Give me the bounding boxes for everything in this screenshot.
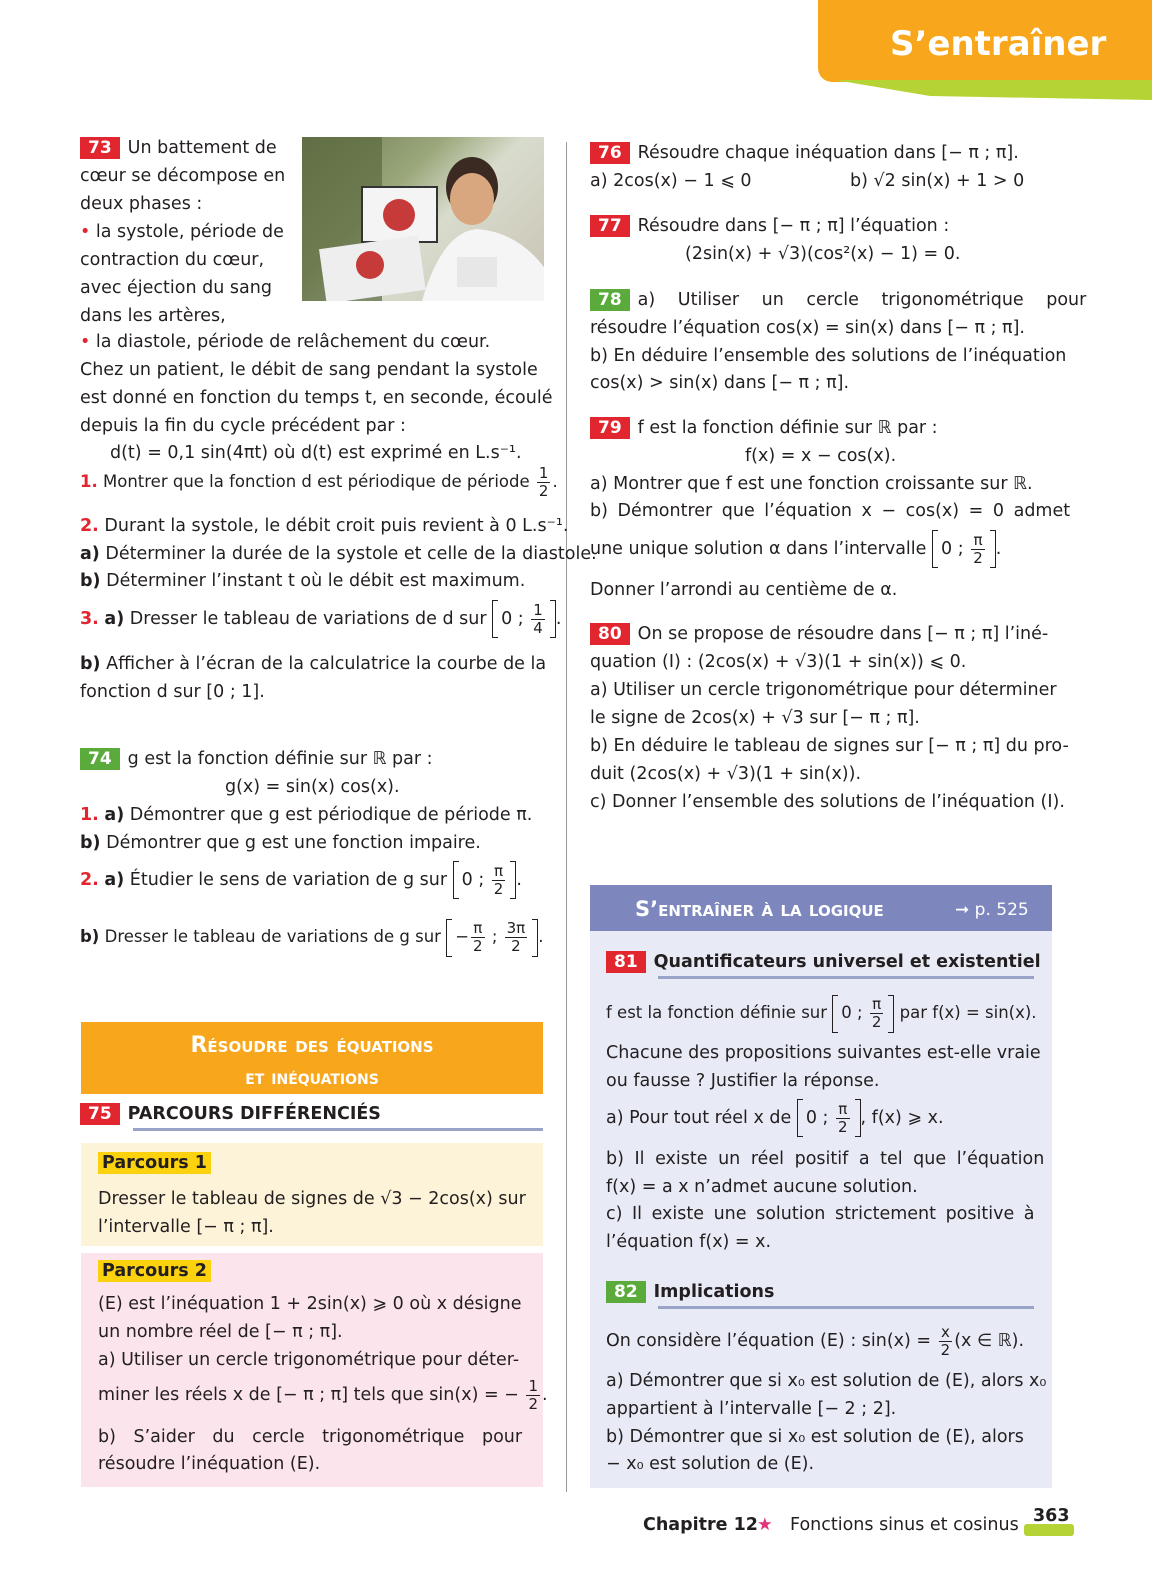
ex81-line3: ou fausse ? Justifier la réponse. (606, 1071, 880, 1091)
ex82-b: b) Démontrer que si x₀ est solution de (E), alors (606, 1427, 1024, 1447)
ex74-line1: 74 g est la fonction définie sur ℝ par : (80, 748, 433, 770)
ex80-b: b) En déduire le tableau de signes sur [− π ; π] du pro- (590, 736, 1069, 756)
ex73-line11: depuis la fin du cycle précédent par : (80, 416, 406, 436)
parcours2-b2: résoudre l’inéquation (E). (98, 1454, 321, 1474)
ex82-rule (658, 1306, 1034, 1309)
ex73-q2a: a) Déterminer la durée de la systole et celle de la diastole. (80, 544, 597, 564)
ex73-q3b: b) Afficher à l’écran de la calculatrice la courbe de la (80, 654, 547, 674)
logic-title: S’entraîner à la logique (635, 897, 884, 921)
ex82-a2: appartient à l’intervalle [− 2 ; 2]. (606, 1399, 897, 1419)
ex74-q2a: 2. a) Étudier le sens de variation de g sur 0 ; $\frac{\pi}{2}$ . (80, 861, 522, 898)
ex77-formula: (2sin(x) + √3)(cos²(x) − 1) = 0. (685, 244, 961, 264)
ex79-a: a) Montrer que f est une fonction croissante sur ℝ. (590, 474, 1033, 494)
parcours2-a2: miner les réels x de [− π ; π] tels que sin(x) = − $\frac{1}{2}$ . (98, 1376, 548, 1413)
ex78-line2: résoudre l’équation cos(x) = sin(x) dans [− π ; π]. (590, 318, 1025, 338)
ex81-a: a) Pour tout réel x de 0 ; $\frac{\pi}{2}$ , f(x) ⩾ x. (606, 1099, 944, 1136)
ex80-c: c) Donner l’ensemble des solutions de l’inéquation (I). (590, 792, 1065, 812)
ex77-badge: 77 (590, 215, 630, 237)
ex80-line2: quation (I) : (2cos(x) + √3)(1 + sin(x)) ⩽ 0. (590, 652, 967, 672)
ex79-formula: f(x) = x − cos(x). (745, 446, 897, 466)
ex80-a2: le signe de 2cos(x) + √3 sur [− π ; π]. (590, 708, 920, 728)
ex73-q1: 1. Montrer que la fonction d est périodique de période $\frac{1}{2}$ . (80, 464, 558, 500)
ex74-q2b: b) Dresser le tableau de variations de g sur − $\frac{\pi}{2}$ ; $\frac{3\pi}{2}$ . (80, 919, 544, 955)
ex79-badge: 79 (590, 417, 630, 439)
ex78-badge: 78 (590, 289, 630, 311)
ex81-heading: 81 Quantificateurs universel et existentiel (606, 951, 1041, 973)
section-title-line2: et inéquations (245, 1065, 379, 1089)
ex81-badge: 81 (606, 951, 646, 973)
ex76-line1: 76 Résoudre chaque inéquation dans [− π ; π]. (590, 142, 1019, 164)
ex73-q2b: b) Déterminer l’instant t où le débit est maximum. (80, 571, 526, 591)
ex80-b2: duit (2cos(x) + √3)(1 + sin(x)). (590, 764, 862, 784)
ex73-line10: est donné en fonction du temps t, en seconde, écoulé (80, 388, 553, 408)
ex82-heading: 82 Implications (606, 1281, 774, 1303)
ex81-b: b) Il existe un réel positif a tel que l’équation (606, 1149, 1045, 1169)
ex73-line3: deux phases : (80, 194, 203, 214)
ex82-line1: On considère l’équation (E) : sin(x) = $\frac{x}{2}$ (x ∈ ℝ). (606, 1322, 1025, 1359)
logic-page-ref: ➞ p. 525 (955, 900, 1029, 920)
ex79-b: b) Démontrer que l’équation x − cos(x) = 0 admet (590, 501, 1071, 521)
ex73-line9: Chez un patient, le débit de sang pendant la systole (80, 360, 538, 380)
ex76-b: b) √2 sin(x) + 1 > 0 (850, 171, 1025, 191)
parcours2-a: a) Utiliser un cercle trigonométrique pour déter- (98, 1350, 520, 1370)
ex73-line5: contraction du cœur, (80, 250, 265, 270)
ex75-badge: 75 (80, 1103, 120, 1125)
ex81-c: c) Il existe une solution strictement positive à (606, 1204, 1035, 1224)
ex78-line4: cos(x) > sin(x) dans [− π ; π]. (590, 373, 850, 393)
ex73-line2: cœur se décompose en (80, 166, 286, 186)
footer-page-number: 363 (1033, 1506, 1070, 1526)
ex73-badge: 73 (80, 137, 120, 159)
ex79-b2: une unique solution α dans l’intervalle 0 ; $\frac{\pi}{2}$ . (590, 530, 1002, 567)
ex82-a: a) Démontrer que si x₀ est solution de (E), alors x₀ (606, 1371, 1047, 1391)
ex80-badge: 80 (590, 623, 630, 645)
ex82-badge: 82 (606, 1281, 646, 1303)
ex77-line1: 77 Résoudre dans [− π ; π] l’équation : (590, 215, 949, 237)
ex73-q3b-line2: fonction d sur [0 ; 1]. (80, 682, 265, 702)
ex73-line8: • la diastole, période de relâchement du cœur. (80, 332, 491, 352)
ex81-c2: l’équation f(x) = x. (606, 1232, 772, 1252)
ex82-b2: − x₀ est solution de (E). (606, 1454, 815, 1474)
header-title: S’entraîner (890, 24, 1107, 64)
ex75-heading: 75 PARCOURS DIFFÉRENCIÉS (80, 1103, 381, 1125)
ex81-b2: f(x) = a x n’admet aucune solution. (606, 1177, 918, 1197)
ex81-rule (658, 976, 1034, 979)
footer-star-icon: ★ (757, 1515, 773, 1535)
ex73-q3a: 3. a) Dresser le tableau de variations de d sur 0 ; $\frac{1}{4}$ . (80, 600, 562, 637)
parcours2-label: Parcours 2 (98, 1260, 211, 1282)
ex73-q2: 2. Durant la systole, le débit croit puis revient à 0 L.s⁻¹. (80, 516, 569, 536)
ex79-line1: 79 f est la fonction définie sur ℝ par : (590, 417, 938, 439)
ex78-line3: b) En déduire l’ensemble des solutions de l’inéquation (590, 346, 1067, 366)
footer-chapter: Chapitre 12 (643, 1515, 758, 1535)
ex76-a: a) 2cos(x) − 1 ⩽ 0 (590, 171, 752, 191)
parcours1-line1: Dresser le tableau de signes de √3 − 2cos(x) sur (98, 1189, 526, 1209)
ex80-a: a) Utiliser un cercle trigonométrique pour déterminer (590, 680, 1057, 700)
ex79-c: Donner l’arrondi au centième de α. (590, 580, 898, 600)
parcours2-line2: un nombre réel de [− π ; π]. (98, 1322, 343, 1342)
parcours1-label: Parcours 1 (98, 1152, 211, 1174)
ex74-badge: 74 (80, 748, 120, 770)
ex73-line7: dans les artères, (80, 306, 226, 326)
ex75-rule (133, 1128, 543, 1131)
ex80-line1: 80 On se propose de résoudre dans [− π ; π] l’iné- (590, 623, 1048, 645)
header-tab-underline (835, 80, 1152, 100)
ex81-line1: f est la fonction définie sur 0 ; $\frac{\pi}{2}$ par f(x) = sin(x). (606, 995, 1037, 1031)
parcours1-line2: l’intervalle [− π ; π]. (98, 1217, 274, 1237)
section-title-line1: Résoudre des équations (190, 1033, 434, 1058)
heart-photo (302, 137, 544, 301)
ex81-line2: Chacune des propositions suivantes est-elle vraie (606, 1043, 1041, 1063)
ex78-line1: 78 a) Utiliser un cercle trigonométrique pour (590, 289, 1086, 311)
parcours2-line1: (E) est l’inéquation 1 + 2sin(x) ⩾ 0 où x désigne (98, 1294, 522, 1314)
ex73-formula: d(t) = 0,1 sin(4πt) où d(t) est exprimé en L.s⁻¹. (110, 443, 522, 463)
ex73-line4: • la systole, période de (80, 222, 284, 242)
ex76-badge: 76 (590, 142, 630, 164)
ex74-q1a: 1. a) Démontrer que g est périodique de période π. (80, 805, 533, 825)
parcours2-b: b) S’aider du cercle trigonométrique pour (98, 1427, 523, 1447)
column-divider (566, 142, 567, 1492)
footer-topic: Fonctions sinus et cosinus (790, 1515, 1019, 1535)
ex74-formula: g(x) = sin(x) cos(x). (225, 777, 400, 797)
ex73-line1: 73 Un battement de (80, 137, 277, 159)
ex73-line6: avec éjection du sang (80, 278, 272, 298)
ex74-q1b: b) Démontrer que g est une fonction impaire. (80, 833, 481, 853)
